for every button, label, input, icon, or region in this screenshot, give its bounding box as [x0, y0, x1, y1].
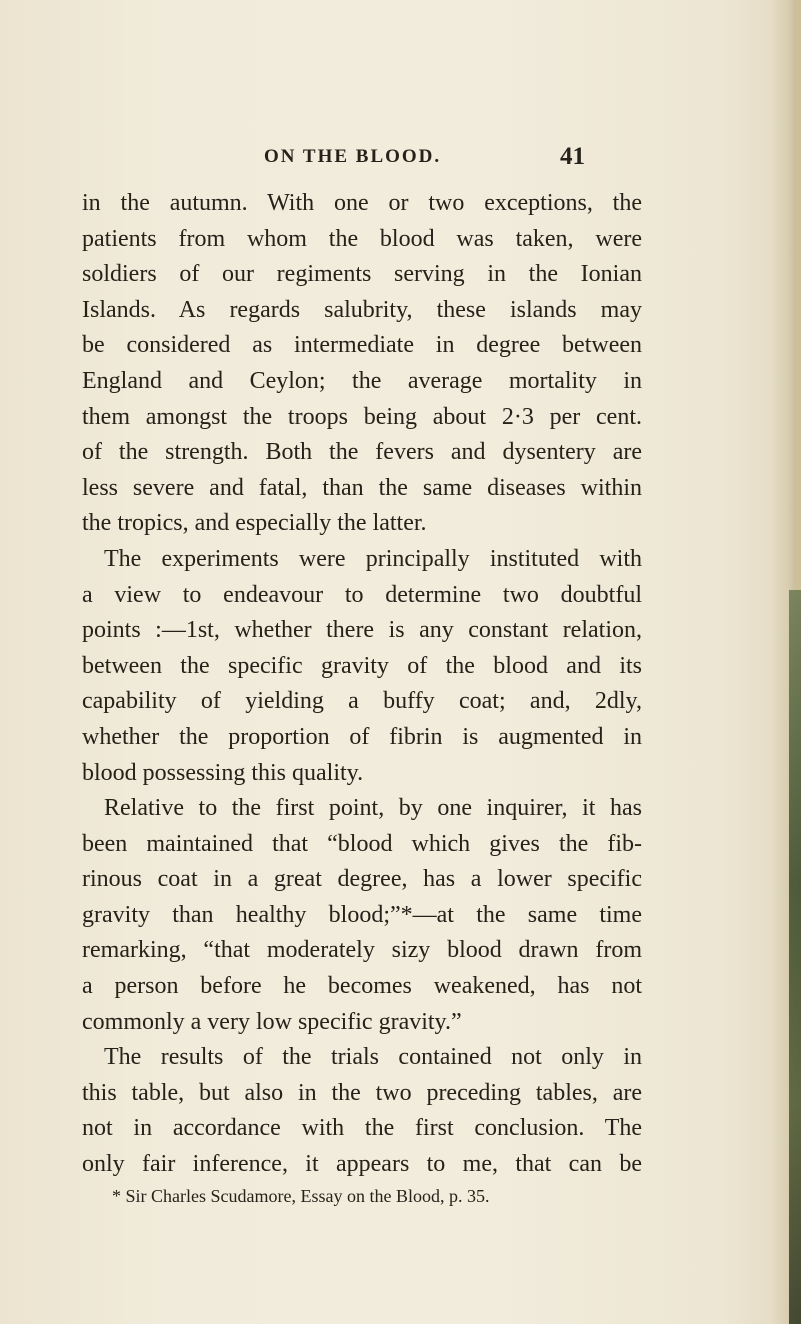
- page-number: 41: [560, 143, 585, 170]
- text-line: be considered as intermediate in degree between: [82, 332, 642, 359]
- text-line: between the specific gravity of the blood and its: [82, 652, 642, 679]
- page-header: [0, 143, 801, 176]
- text-line: a person before he becomes weakened, has not: [82, 973, 642, 1000]
- text-line: not in accordance with the first conclusion. The: [82, 1115, 642, 1142]
- text-line: Relative to the first point, by one inquirer, it has: [104, 795, 642, 822]
- text-line: England and Ceylon; the average mortality in: [82, 367, 642, 394]
- text-line: remarking, “that moderately sizy blood drawn from: [82, 937, 642, 964]
- text-line: commonly a very low specific gravity.”: [82, 1008, 462, 1035]
- text-line: this table, but also in the two preceding tables, are: [82, 1079, 642, 1106]
- text-line: gravity than healthy blood;”*—at the same time: [82, 901, 642, 928]
- body-text: [82, 186, 642, 1183]
- text-line: rinous coat in a great degree, has a lower specific: [82, 866, 642, 893]
- page-edge-top: [795, 0, 801, 590]
- text-line: whether the proportion of fibrin is augmented in: [82, 723, 642, 750]
- text-line: The experiments were principally instituted with: [104, 545, 642, 572]
- text-line: Islands. As regards salubrity, these islands may: [82, 296, 642, 323]
- text-line: less severe and fatal, than the same diseases within: [82, 474, 642, 501]
- page-edge-binding: [789, 590, 801, 1324]
- text-line: the tropics, and especially the latter.: [82, 510, 427, 537]
- text-line: patients from whom the blood was taken, were: [82, 225, 642, 252]
- running-head: ON THE BLOOD.: [264, 146, 442, 167]
- text-line: soldiers of our regiments serving in the Ionian: [82, 261, 642, 288]
- text-line: capability of yielding a buffy coat; and, 2dly,: [82, 688, 642, 715]
- text-line: a view to endeavour to determine two doubtful: [82, 581, 642, 608]
- text-line: only fair inference, it appears to me, that can be: [82, 1151, 642, 1178]
- footnote: * Sir Charles Scudamore, Essay on the Blood, p. 35.: [112, 1186, 490, 1206]
- text-line: of the strength. Both the fevers and dysentery are: [82, 439, 642, 466]
- text-line: them amongst the troops being about 2·3 per cent.: [82, 403, 642, 430]
- text-line: been maintained that “blood which gives the fib-: [82, 830, 642, 857]
- text-line: blood possessing this quality.: [82, 759, 364, 786]
- text-line: The results of the trials contained not only in: [104, 1044, 642, 1071]
- text-line: points :—1st, whether there is any constant relation,: [82, 617, 642, 644]
- text-line: in the autumn. With one or two exceptions, the: [82, 190, 642, 216]
